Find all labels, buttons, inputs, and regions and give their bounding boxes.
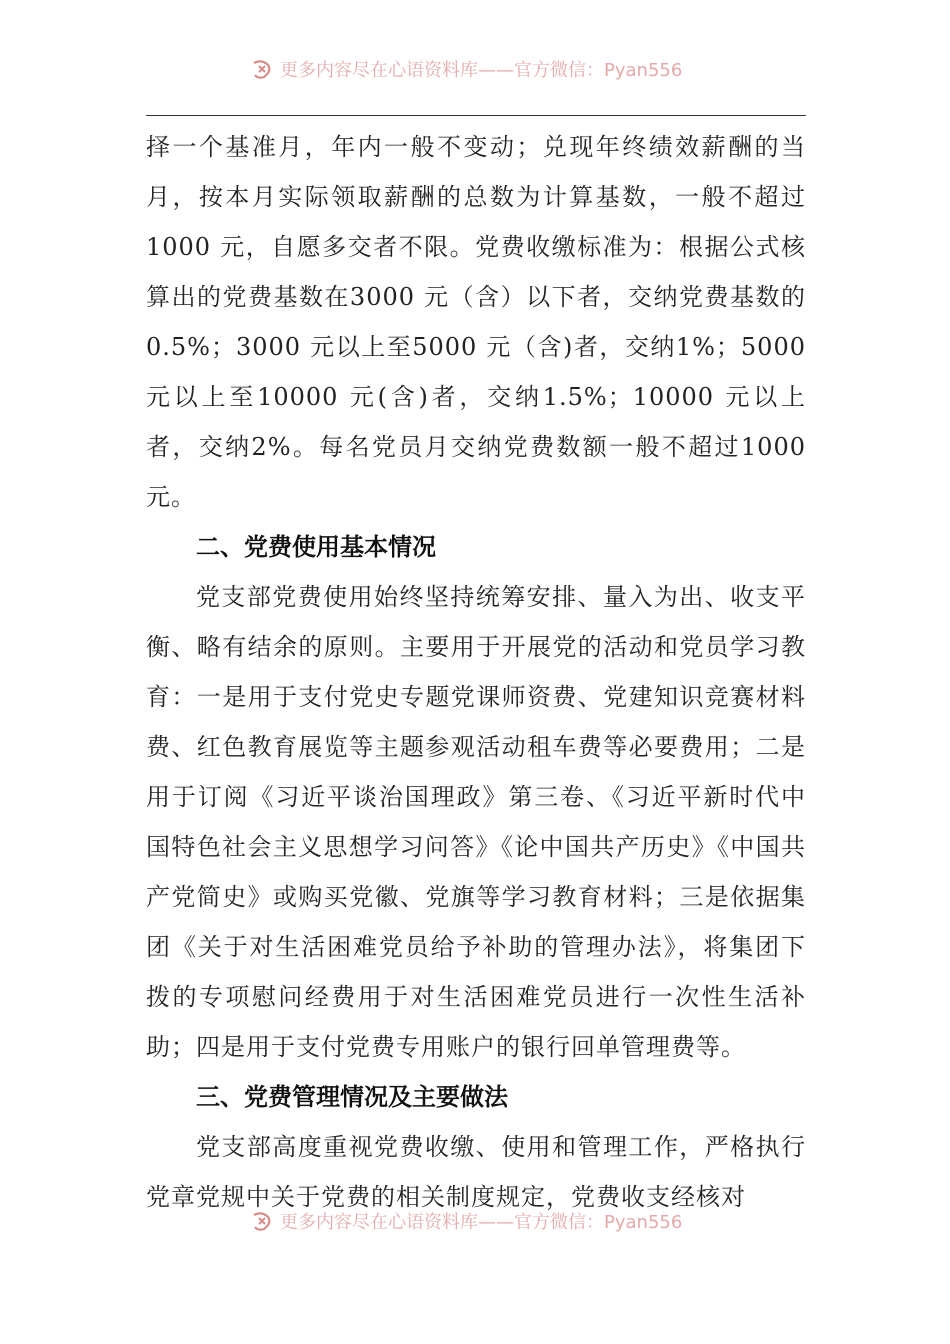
logo-icon [250,1209,274,1233]
logo-icon [250,57,274,81]
section-heading-3: 三、党费管理情况及主要做法 [196,1083,508,1111]
watermark-footer [250,1206,770,1236]
paragraph-fee-usage: 党支部党费使用始终坚持统筹安排、量入为出、收支平衡、略有结余的原则。主要用于开展党的活动和党员学习教育：一是用于支付党史专题党课师资费、党建知识竞赛材料费、红色教育展览等主题参观活动租车费等必要费用；二是用于订阅《习近平谈治国理政》第三卷、《习近平新时代中国特色社会主义思想学习问答》《论中国共产历史》《中国共产党简史》或购买党徽、党旗等学习教育材料；三是依据集团《关于对生活困难党员给予补助的管理办法》，将集团下拨的专项慰问经费用于对生活困难党员进行一次性生活补助；四是用于支付党费专用账户的银行回单管理费等。 [146,583,806,1061]
watermark-text: 更多内容尽在心语资料库——官方微信：Pyan556 [280,60,683,81]
watermark-header [250,54,770,84]
paragraph-fee-management: 党支部高度重视党费收缴、使用和管理工作，严格执行党章党规中关于党费的相关制度规定，党费收支经核对 [146,1133,806,1211]
watermark-text: 更多内容尽在心语资料库——官方微信：Pyan556 [280,1212,683,1233]
section-heading-2: 二、党费使用基本情况 [196,533,436,561]
header-divider [146,115,806,116]
paragraph-fee-standard: 择一个基准月，年内一般不变动；兑现年终绩效薪酬的当月，按本月实际领取薪酬的总数为计算基数，一般不超过1000 元，自愿多交者不限。党费收缴标准为：根据公式核算出的党费基数在3000 元（含）以下者，交纳党费基数的0.5%；3000 元以上至5000 元（含)者，交纳1%；5000 元以上至10000 元(含)者，交纳1.5%；10000 元以上者，交纳2%。每名党员月交纳党费数额一般不超过1000 元。 [146,133,806,511]
document-body [146,122,806,1222]
